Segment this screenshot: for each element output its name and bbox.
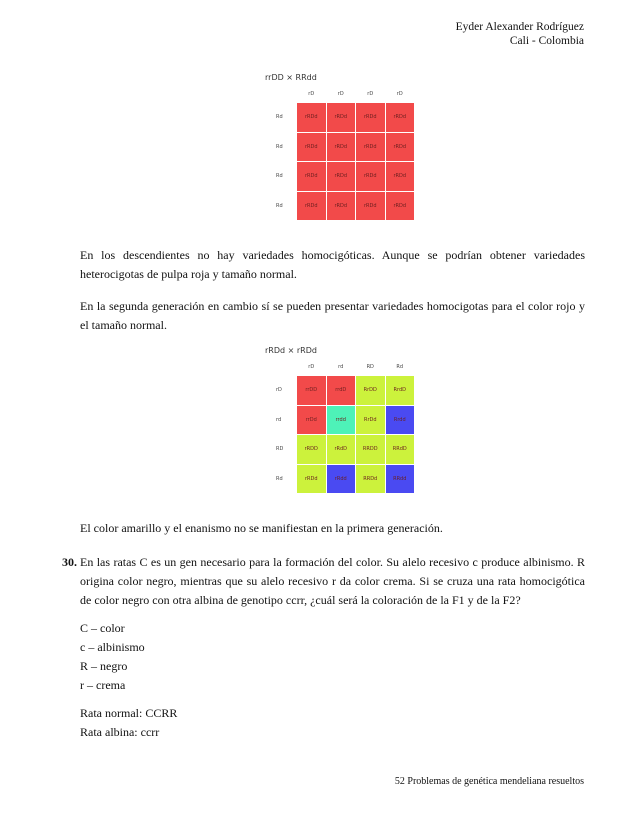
- punnett-row-header: RD: [276, 446, 284, 453]
- punnett-cell: rRdd: [327, 465, 356, 494]
- punnett-cell: rrdd: [327, 406, 356, 435]
- punnett-cell: rRDd: [356, 103, 385, 132]
- punnett-col-header: rD: [308, 364, 315, 370]
- punnett-row-header: rD: [276, 387, 282, 394]
- punnett-cell: rRDd: [356, 162, 385, 191]
- punnett-cell: rRDd: [386, 133, 415, 162]
- punnett-cell: rrDd: [297, 406, 326, 435]
- punnett-row-header: Rd: [276, 143, 283, 150]
- allele-list-item: c – albinismo: [80, 640, 145, 654]
- punnett-cell: rRDD: [297, 435, 326, 464]
- allele-list-item: r – crema: [80, 678, 126, 692]
- rata-normal-genotype: Rata normal: CCRR: [80, 706, 178, 720]
- punnett-grid: [297, 103, 414, 220]
- punnett-cell: rRDd: [327, 103, 356, 132]
- punnett-cell: rRDd: [297, 192, 326, 221]
- punnett-square-2-title: rRDd × rRDd: [265, 346, 317, 355]
- punnett-cell: RRDd: [356, 465, 385, 494]
- punnett-cell: RrDd: [356, 406, 385, 435]
- paragraph-descendientes: En los descendientes no hay variedades homocigóticas. Aunque se podrían obtener variedades heterocigotas de pulpa roja y tamaño normal.: [80, 248, 585, 281]
- punnett-cell: RrdD: [386, 376, 415, 405]
- punnett-row-header: Rd: [276, 475, 283, 482]
- author-location: Cali - Colombia: [509, 35, 584, 47]
- punnett-cell: rRDd: [297, 162, 326, 191]
- paragraph-segunda-generacion: En la segunda generación en cambio sí se pueden presentar variedades homocigotas para el color rojo y el tamaño normal.: [80, 299, 585, 332]
- allele-list-item: C – color: [80, 621, 125, 635]
- punnett-col-header: rD: [337, 91, 344, 97]
- punnett-cell: RRdD: [386, 435, 415, 464]
- punnett-cell: rRDd: [386, 103, 415, 132]
- author-name: Eyder Alexander Rodríguez: [455, 21, 584, 33]
- punnett-square-1-title: rrDD × RRdd: [265, 73, 317, 82]
- punnett-cell: rRDd: [356, 133, 385, 162]
- punnett-cell: rRDd: [356, 192, 385, 221]
- punnett-cell: rRDd: [386, 192, 415, 221]
- page-header: [456, 20, 584, 48]
- punnett-col-header: rd: [338, 364, 344, 370]
- punnett-col-header: RD: [366, 364, 374, 370]
- punnett-cell: RrDD: [356, 376, 385, 405]
- punnett-col-header: Rd: [396, 364, 404, 370]
- punnett-row-header: Rd: [276, 202, 283, 209]
- punnett-cell: rRDd: [297, 103, 326, 132]
- question-number: 30.: [62, 555, 77, 569]
- punnett-square-1: [262, 73, 422, 228]
- punnett-col-header: rD: [367, 91, 374, 97]
- page-footer: 52 Problemas de genética mendeliana resueltos: [394, 776, 584, 787]
- punnett-cell: rRDd: [297, 465, 326, 494]
- punnett-grid: [297, 376, 414, 493]
- punnett-cell: rRDd: [297, 133, 326, 162]
- punnett-cell: rRDd: [327, 192, 356, 221]
- punnett-square-2: [262, 346, 422, 501]
- paragraph-color-amarillo: El color amarillo y el enanismo no se manifiestan en la primera generación.: [80, 521, 443, 535]
- allele-list-item: R – negro: [80, 659, 128, 673]
- punnett-cell: rrdD: [327, 376, 356, 405]
- punnett-cell: rRdD: [327, 435, 356, 464]
- punnett-cell: rRDd: [327, 133, 356, 162]
- question-text: En las ratas C es un gen necesario para la formación del color. Su alelo recesivo c produce albinismo. R origina color negro, mientras que su alelo recesivo r da color crema. Si se cruza una rata homocigótica de color negro con otra albina de genotipo ccrr, ¿cuál será la coloración de la F1 y de la F2?: [80, 555, 585, 607]
- punnett-row-header: Rd: [276, 114, 283, 121]
- punnett-cell: RRdd: [386, 465, 415, 494]
- punnett-cell: Rrdd: [386, 406, 415, 435]
- punnett-col-header: rD: [396, 91, 403, 97]
- punnett-cell: rRDd: [386, 162, 415, 191]
- punnett-cell: RRDD: [356, 435, 385, 464]
- punnett-row-header: rd: [276, 416, 282, 423]
- punnett-row-header: Rd: [276, 173, 283, 180]
- punnett-cell: rrDD: [297, 376, 326, 405]
- rata-albina-genotype: Rata albina: ccrr: [80, 725, 160, 739]
- punnett-cell: rRDd: [327, 162, 356, 191]
- punnett-col-header: rD: [308, 91, 315, 97]
